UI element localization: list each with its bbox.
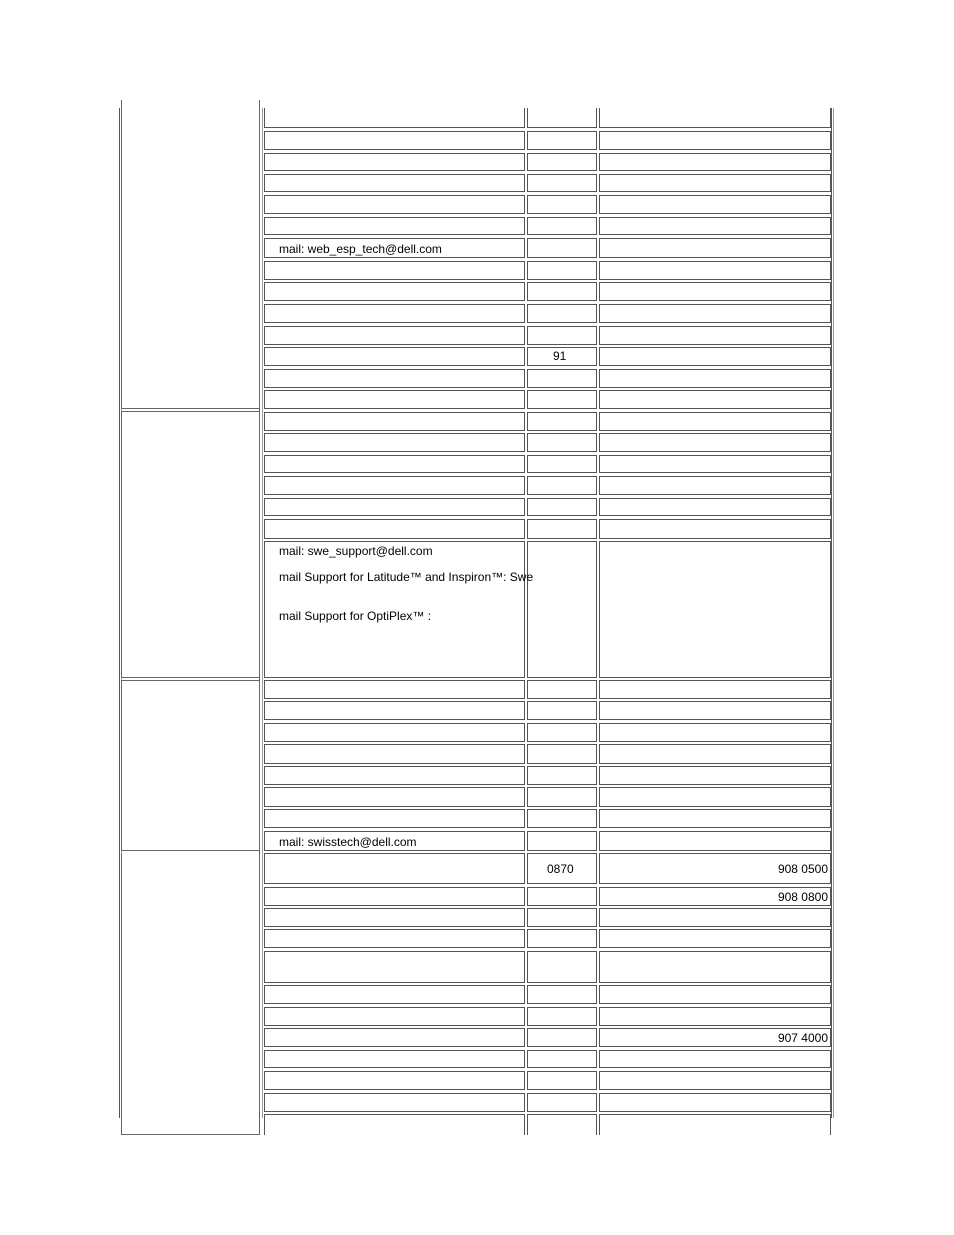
table-cell: [264, 1071, 525, 1090]
table-cell: [264, 195, 525, 214]
country-cell: [121, 100, 260, 409]
table-cell: [264, 455, 525, 473]
table-cell: [599, 519, 831, 539]
frame-line: [262, 108, 263, 1118]
table-cell: [599, 1050, 831, 1068]
table-cell: [527, 929, 597, 948]
table-cell: [527, 887, 597, 906]
table-cell: [264, 131, 525, 150]
table-cell: [527, 809, 597, 828]
country-cell: [121, 680, 260, 851]
table-cell: [599, 304, 831, 323]
table-cell: [527, 1093, 597, 1112]
table-cell: [264, 787, 525, 807]
frame-line: [119, 108, 120, 1118]
email-text: mail: web_esp_tech@dell.com: [279, 242, 442, 256]
table-cell: [599, 680, 831, 699]
table-cell: [264, 412, 525, 431]
table-cell: [527, 131, 597, 150]
table-cell: [527, 261, 597, 280]
table-cell: [599, 498, 831, 516]
table-cell: [264, 1050, 525, 1068]
table-cell: [264, 498, 525, 516]
table-cell: [599, 787, 831, 807]
table-cell: [264, 108, 525, 128]
table-cell: [527, 326, 597, 345]
table-cell: [599, 131, 831, 150]
code-text: 91: [553, 349, 567, 363]
country-cell: [121, 411, 260, 678]
table-cell: [599, 153, 831, 171]
table-cell: [264, 723, 525, 742]
table-cell: [527, 519, 597, 539]
table-cell: [264, 153, 525, 171]
table-cell: [527, 455, 597, 473]
table-cell: [599, 1071, 831, 1090]
phone-number: 908 0500: [777, 862, 828, 876]
table-cell: [527, 369, 597, 388]
table-cell: [527, 238, 597, 258]
table-cell: [527, 174, 597, 192]
table-cell: [599, 476, 831, 495]
table-cell: [527, 433, 597, 452]
table-cell: [527, 498, 597, 516]
email-text: mail Support for Latitude™ and Inspiron™: Swe: [279, 570, 534, 584]
table-cell: [264, 951, 525, 983]
table-cell: [599, 951, 831, 983]
table-cell: [599, 985, 831, 1004]
table-cell: [264, 887, 525, 906]
table-cell: [264, 476, 525, 495]
table-cell: [527, 1050, 597, 1068]
table-cell: [599, 541, 831, 678]
table-cell: [527, 723, 597, 742]
email-text: mail: swisstech@dell.com: [279, 835, 417, 849]
table-cell: [527, 1007, 597, 1026]
country-cell: [121, 853, 260, 1135]
table-cell: [599, 261, 831, 280]
email-text: mail Support for OptiPlex™ :: [279, 609, 432, 623]
table-cell: [527, 195, 597, 214]
table-cell: [599, 1093, 831, 1112]
table-cell: [527, 766, 597, 785]
table-cell: [527, 985, 597, 1004]
table-cell: [264, 701, 525, 720]
table-cell: [599, 831, 831, 851]
table-cell: [527, 951, 597, 983]
table-cell: [599, 217, 831, 235]
table-cell: [264, 326, 525, 345]
table-cell: [264, 282, 525, 301]
table-cell: [527, 1114, 597, 1135]
table-cell: [264, 908, 525, 927]
table-cell: [599, 701, 831, 720]
table-cell: [264, 1114, 525, 1135]
phone-number: 908 0800: [777, 890, 828, 904]
table-cell: [527, 282, 597, 301]
frame-line: [833, 108, 834, 1118]
table-cell: [527, 541, 597, 678]
table-cell: [264, 766, 525, 785]
table-cell: [599, 1007, 831, 1026]
table-cell: [599, 195, 831, 214]
table-cell: [527, 412, 597, 431]
table-cell: [599, 723, 831, 742]
table-cell: [264, 390, 525, 409]
table-cell: [599, 1114, 831, 1135]
table-cell: [264, 433, 525, 452]
table-cell: [599, 809, 831, 828]
table-cell: [599, 326, 831, 345]
table-cell: [527, 787, 597, 807]
table-cell: [264, 347, 525, 366]
table-cell: [527, 831, 597, 851]
table-cell: [527, 1028, 597, 1047]
table-cell: [527, 217, 597, 235]
table-cell: [264, 929, 525, 948]
table-cell: [264, 217, 525, 235]
table-cell: [599, 433, 831, 452]
table-cell: [264, 261, 525, 280]
table-cell: [264, 985, 525, 1004]
table-cell: [599, 744, 831, 764]
table-cell: [527, 108, 597, 128]
table-cell: [599, 174, 831, 192]
table-cell: [599, 369, 831, 388]
frame-line: [831, 108, 832, 1118]
table-cell: [264, 369, 525, 388]
table-cell: [527, 390, 597, 409]
table-cell: [527, 476, 597, 495]
table-cell: [599, 390, 831, 409]
table-cell: [599, 908, 831, 927]
table-cell: [264, 809, 525, 828]
table-cell: [527, 1071, 597, 1090]
table-cell: [264, 853, 525, 884]
code-text: 0870: [547, 862, 574, 876]
table-cell: [599, 238, 831, 258]
table-cell: [527, 304, 597, 323]
table-cell: [264, 1007, 525, 1026]
table-cell: [264, 680, 525, 699]
table-cell: [599, 455, 831, 473]
table-cell: [599, 347, 831, 366]
table-cell: [527, 680, 597, 699]
table-cell: [599, 108, 831, 128]
table-cell: [599, 766, 831, 785]
table-cell: [527, 744, 597, 764]
table-cell: [264, 174, 525, 192]
table-cell: [264, 1093, 525, 1112]
email-text: mail: swe_support@dell.com: [279, 544, 433, 558]
table-cell: [527, 153, 597, 171]
table-cell: [599, 929, 831, 948]
table-cell: [527, 908, 597, 927]
table-cell: [599, 282, 831, 301]
table-cell: [264, 519, 525, 539]
table-cell: [527, 701, 597, 720]
table-cell: [599, 412, 831, 431]
table-cell: [264, 1028, 525, 1047]
table-cell: [264, 744, 525, 764]
table-cell: [264, 304, 525, 323]
phone-number: 907 4000: [777, 1031, 828, 1045]
